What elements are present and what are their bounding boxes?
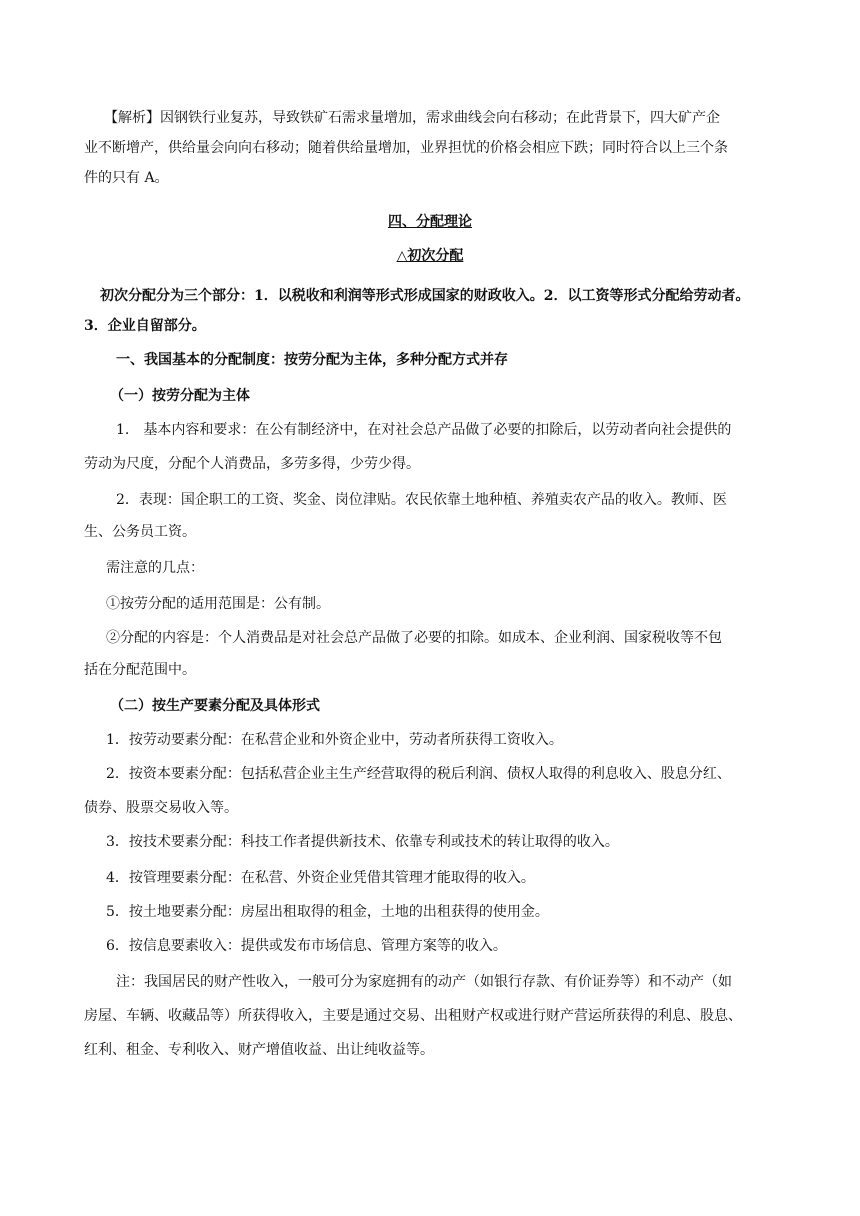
item-2-line-1: 2．表现：国企职工的工资、奖金、岗位津贴。农民依靠土地种植、养殖卖农产品的收入。教师、医 — [116, 492, 727, 508]
subheading-factor-distribution: （二）按生产要素分配及具体形式 — [110, 698, 320, 714]
footnote-line-3: 红利、租金、专利收入、财产增值收益、出让纯收益等。 — [84, 1042, 434, 1058]
factor-land: 5．按土地要素分配：房屋出租取得的租金，土地的出租获得的使用金。 — [106, 904, 549, 920]
section-title: 四、分配理论 — [388, 214, 472, 230]
item-1-line-2: 劳动为尺度，分配个人消费品，多劳多得，少劳少得。 — [84, 456, 420, 472]
note-1: ①按劳分配的适用范围是：公有制。 — [106, 596, 330, 612]
note-2-line-2: 括在分配范围中。 — [84, 662, 196, 678]
factor-management: 4．按管理要素分配：在私营、外资企业凭借其管理才能取得的收入。 — [106, 870, 535, 886]
intro-line-2: 3．企业自留部分。 — [84, 318, 206, 334]
analysis-line-3: 件的只有 A。 — [84, 170, 169, 186]
footnote-line-1: 注：我国居民的财产性收入，一般可分为家庭拥有的动产（如银行存款、有价证券等）和不动产（如 — [116, 974, 732, 990]
factor-information: 6．按信息要素收入：提供或发布市场信息、管理方案等的收入。 — [106, 938, 507, 954]
notes-header: 需注意的几点： — [106, 560, 204, 576]
factor-labor: 1．按劳动要素分配：在私营企业和外资企业中，劳动者所获得工资收入。 — [106, 732, 563, 748]
note-2-line-1: ②分配的内容是：个人消费品是对社会总产品做了必要的扣除。如成本、企业利润、国家税收等不包 — [106, 630, 722, 646]
factor-capital-line-2: 债券、股票交易收入等。 — [84, 800, 238, 816]
factor-capital-line-1: 2．按资本要素分配：包括私营企业主生产经营取得的税后利润、债权人取得的利息收入、股息分红、 — [106, 766, 731, 782]
footnote-line-2: 房屋、车辆、收藏品等）所获得收入，主要是通过交易、出租财产权或进行财产营运所获得的利息、股息、 — [84, 1008, 742, 1024]
analysis-line-1: 【解析】因钢铁行业复苏，导致铁矿石需求量增加，需求曲线会向右移动；在此背景下，四大矿产企 — [104, 110, 720, 126]
subsection-title: △初次分配 — [396, 248, 464, 264]
intro-line-1: 初次分配分为三个部分：1．以税收和利润等形式形成国家的财政收入。2．以工资等形式分配给劳动者。 — [100, 288, 750, 304]
item-2-line-2: 生、公务员工资。 — [84, 524, 196, 540]
subheading-labor-distribution: （一）按劳分配为主体 — [110, 388, 250, 404]
factor-technology: 3．按技术要素分配：科技工作者提供新技术、依靠专利或技术的转让取得的收入。 — [106, 834, 619, 850]
heading-distribution-system: 一、我国基本的分配制度：按劳分配为主体，多种分配方式并存 — [116, 352, 508, 368]
analysis-line-2: 业不断增产，供给量会向向右移动；随着供给量增加，业界担忧的价格会相应下跌；同时符合以上三个条 — [84, 140, 728, 156]
item-1-line-1: 1. 基本内容和要求：在公有制经济中，在对社会总产品做了必要的扣除后，以劳动者向社会提供的 — [116, 422, 732, 438]
